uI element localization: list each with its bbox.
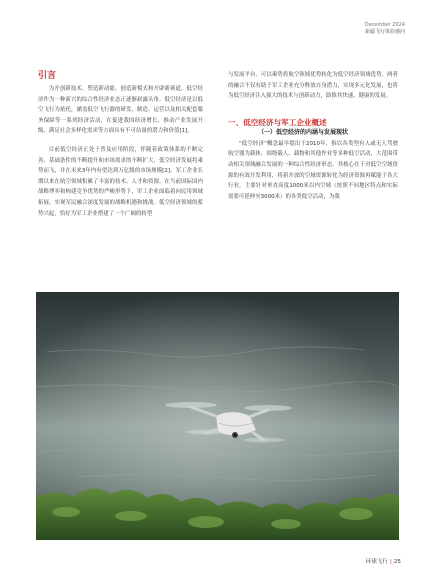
footer-separator: | xyxy=(389,559,392,565)
section-heading: 一、低空经济与军工企业概述 xyxy=(228,117,327,127)
page-header xyxy=(365,22,405,36)
page-number: 25 xyxy=(393,559,401,565)
journal-name: 新疆飞行体验感问 xyxy=(364,29,405,35)
drone-photo xyxy=(36,292,399,540)
paragraph-gap xyxy=(38,137,203,145)
drone-photo-illustration xyxy=(36,292,399,540)
subsection-heading: （一）低空经济的内涵与发展现状 xyxy=(258,128,349,136)
body-paragraph: “低空经济”概念最早提出于2010年，指以各类型有人或无人驾驶航空器为载体，围绕载人、载物和其他作业等多种低空活动，大范围带动相关领域融合发展的一种综合性经济形态。其核心在于对低空空域资源的有效开发利用，将新开放的空域资源转化为经济资源再赋能于各大行业。主要针对垂直高度1000米以内空域（按照不同地区特点和实际需要可延伸至3000米）的各类低空活动，为我 xyxy=(228,140,398,200)
drone-lens xyxy=(234,434,236,436)
left-column xyxy=(38,70,203,219)
page-footer xyxy=(366,557,401,565)
continued-paragraph: 与发展平台，可以乘势将航空领域优势转化为低空经济领域优势。两者的融合不仅有助于军工企业充分释放自身潜力，实现多元化发展，也将为低空经济注入强大的技术与创新动力，助推其快速、健康的发展。 xyxy=(228,72,398,100)
footer-journal: 环球飞行 xyxy=(365,559,388,565)
right-column xyxy=(228,70,398,202)
issue-date: December 2024 xyxy=(364,22,405,28)
intro-heading: 引言 xyxy=(38,71,57,81)
body-paragraph: 目前低空经济正处于普及应用阶段，伴随着政策体系的不断完善、基础条件的不断提升和市场需求的不断扩大，低空经济发展将乘势而飞，并在未来3年内有望达到万亿级的市场规模[2]。军工企业长期以来在航空领域积累了丰富的技术、人才和资源。在当前国际国内战略博弈和构建竞争优势的严峻形势下，军工企业面临着向民用领域拓展、实现军民融合深度发展的战略机遇和挑战。低空经济领域的蓄势兴起，恰好为军工企业搭建了一个广阔的转型 xyxy=(38,146,203,217)
intro-paragraph: 为开创新技术、塑造新动能、创造新模式和开辟新赛道，低空经济作为一种新兴的综合性经济业态正逐渐崭露头角。低空经济是以低空飞行为依托，涵盖低空飞行器的研发、制造、运营以及相关配套服务保障等一系列经济活动，在促进我国经济增长、推动产业发展升级、满足社会多样化需求等方面具有不可估量的潜力和价值[1]。 xyxy=(38,86,203,135)
